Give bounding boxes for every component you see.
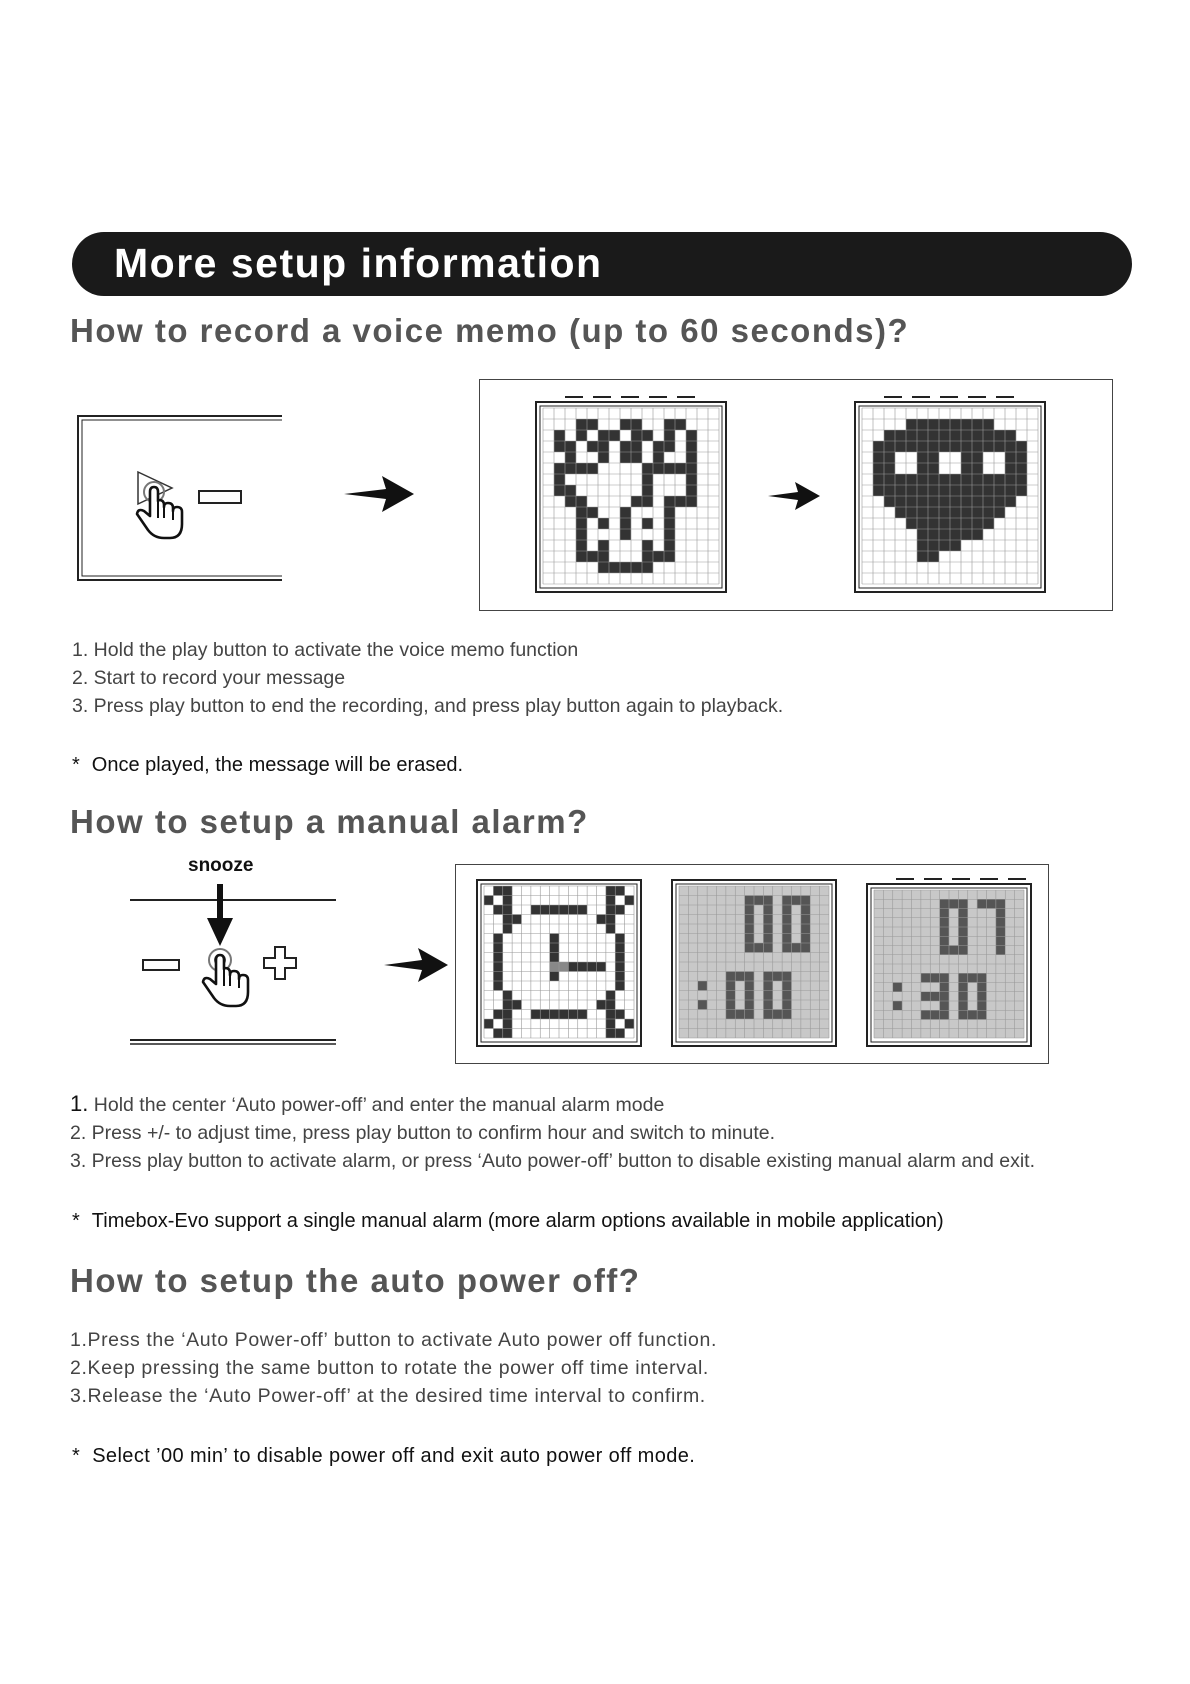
arrow-right-icon [342,474,416,514]
section-banner [72,232,1132,296]
step-3: 3. Press play button to activate alarm, or press ‘Auto power-off’ button to disable existing manual alarm and exit. [70,1150,1036,1172]
alarm-step-1: 1. Hold the center ‘Auto power-off’ and enter the manual alarm mode [70,1091,665,1116]
clock-pixel-icon [476,878,642,1048]
section-title: More setup information [114,240,603,286]
minus-icon[interactable] [198,490,242,504]
step-2: 2. Start to record your message [72,667,346,689]
step-3: 3.Release the ‘Auto Power-off’ at the desired time interval to confirm. [70,1385,706,1407]
chat-bubble-pixel-icon [854,396,1046,594]
alarm-time-screen-1 [671,878,837,1048]
snooze-label: snooze [188,855,254,876]
auto-power-off-steps [70,1326,717,1410]
step-1: 1.Press the ‘Auto Power-off’ button to activate Auto power off function. [70,1329,717,1351]
manual-alarm-heading: How to setup a manual alarm? [70,803,589,840]
alarm-time-screen-2 [866,878,1032,1048]
voice-memo-heading: How to record a voice memo (up to 60 seconds)? [70,312,910,349]
step-2: 2. Press +/- to adjust time, press play button to confirm hour and switch to minute. [70,1122,776,1144]
auto-power-off-note: * Select ’00 min’ to disable power off and exit auto power off mode. [72,1445,696,1467]
alarm-note: * Timebox-Evo support a single manual alarm (more alarm options available in mobile application) [72,1210,944,1232]
arrow-down-icon [206,884,234,946]
voice-memo-steps [72,636,783,720]
minus-icon[interactable] [142,959,180,971]
hand-pointer-icon[interactable] [198,946,254,1010]
plus-icon[interactable] [262,945,298,981]
voice-memo-note: * Once played, the message will be erased. [72,754,464,776]
arrow-right-icon [382,946,450,984]
step-1: 1. Hold the play button to activate the voice memo function [72,639,579,661]
hand-pointer-icon [132,478,188,542]
step-2: 2.Keep pressing the same button to rotate the power off time interval. [70,1357,709,1379]
arrow-right-icon [766,480,822,512]
flower-pixel-icon [535,396,727,594]
alarm-steps [70,1119,1035,1175]
step-3: 3. Press play button to end the recording, and press play button again to playback. [72,695,784,717]
auto-power-off-heading: How to setup the auto power off? [70,1262,641,1299]
